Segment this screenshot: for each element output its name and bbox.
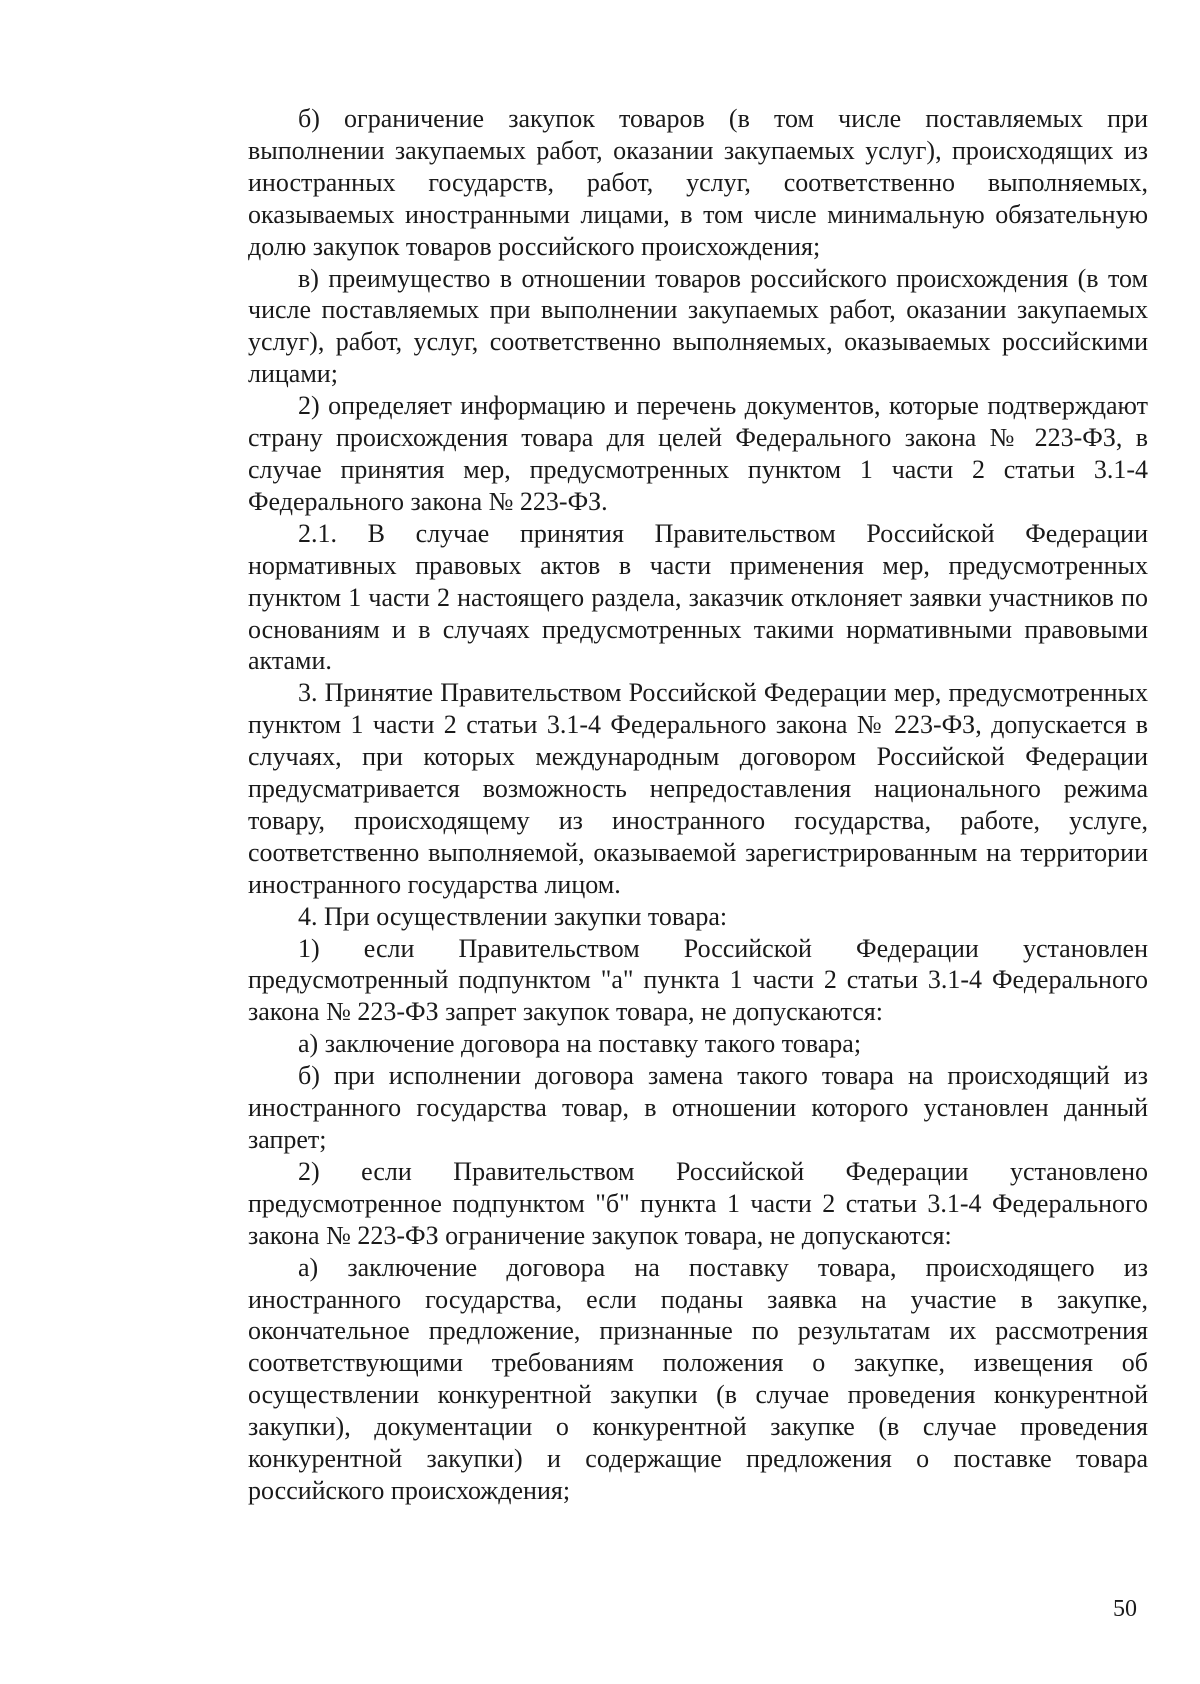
paragraph-2-1-rejection: 2.1. В случае принятия Правительством Российской Федерации нормативных правовых актов в части применения мер, предусмотренных пунктом 1 части 2 настоящего раздела, заказчик отклоняет заявки участников по основаниям и в случаях предусмотренных такими нормативными правовыми актами. [248, 518, 1148, 676]
document-body [248, 103, 1148, 1507]
paragraph-2-country-of-origin: 2) определяет информацию и перечень документов, которые подтверждают страну происхождения товара для целей Федерального закона № 223-ФЗ, в случае принятия мер, предусмотренных пунктом 1 части 2 статьи 3.1-4 Федерального закона № 223-ФЗ. [248, 391, 1148, 516]
paragraph-4-2-restriction: 2) если Правительством Российской Федерации установлено предусмотренное подпунктом "б" пункта 1 части 2 статьи 3.1-4 Федерального закона № 223-ФЗ ограничение закупок товара, не допускаются: [248, 1156, 1148, 1250]
paragraph-v-advantage: в) преимущество в отношении товаров российского происхождения (в том числе поставляемых при выполнении закупаемых работ, оказании закупаемых услуг), работ, услуг, соответственно выполняемых, оказываемых российскими лицами; [248, 263, 1148, 389]
paragraph-4-2-a-contract: а) заключение договора на поставку товара, происходящего из иностранного государства, если поданы заявка на участие в закупке, окончательное предложение, признанные по результатам их рассмотрения соответствующими требованиям положения о закупке, извещения об осуществлении конкурентной закупки (в случае проведения конкурентной закупки), документации о конкурентной закупке (в случае проведения конкурентной закупки) и содержащие предложения о поставке товара российского происхождения; [248, 1252, 1148, 1505]
paragraph-3-government-measures: 3. Принятие Правительством Российской Федерации мер, предусмотренных пунктом 1 части 2 статьи 3.1-4 Федерального закона № 223-ФЗ, допускается в случаях, при которых международным договором Российской Федерации предусматривается возможность непредоставления национального режима товару, происходящему из иностранного государства, работе, услуге, соответственно выполняемой, оказываемой зарегистрированным на территории иностранного государства лицом. [248, 678, 1148, 899]
paragraph-4-1-a-contract: а) заключение договора на поставку такого товара; [298, 1029, 862, 1059]
paragraph-4-1-b-replacement: б) при исполнении договора замена такого товара на происходящий из иностранного государства товар, в отношении которого установлен данный запрет; [248, 1061, 1148, 1154]
paragraph-4-procurement: 4. При осуществлении закупки товара: [298, 901, 728, 931]
paragraph-b-restriction: б) ограничение закупок товаров (в том числе поставляемых при выполнении закупаемых работ, оказании закупаемых услуг), происходящих из иностранных государств, работ, услуг, соответственно выполняемых, оказываемых иностранными лицами, в том числе минимальную обязательную долю закупок товаров российского происхождения; [248, 104, 1148, 261]
page-number: 50 [1113, 1596, 1137, 1622]
paragraph-4-1-ban: 1) если Правительством Российской Федерации установлен предусмотренный подпунктом "а" пункта 1 части 2 статьи 3.1-4 Федерального закона № 223-ФЗ запрет закупок товара, не допускаются: [248, 933, 1148, 1027]
